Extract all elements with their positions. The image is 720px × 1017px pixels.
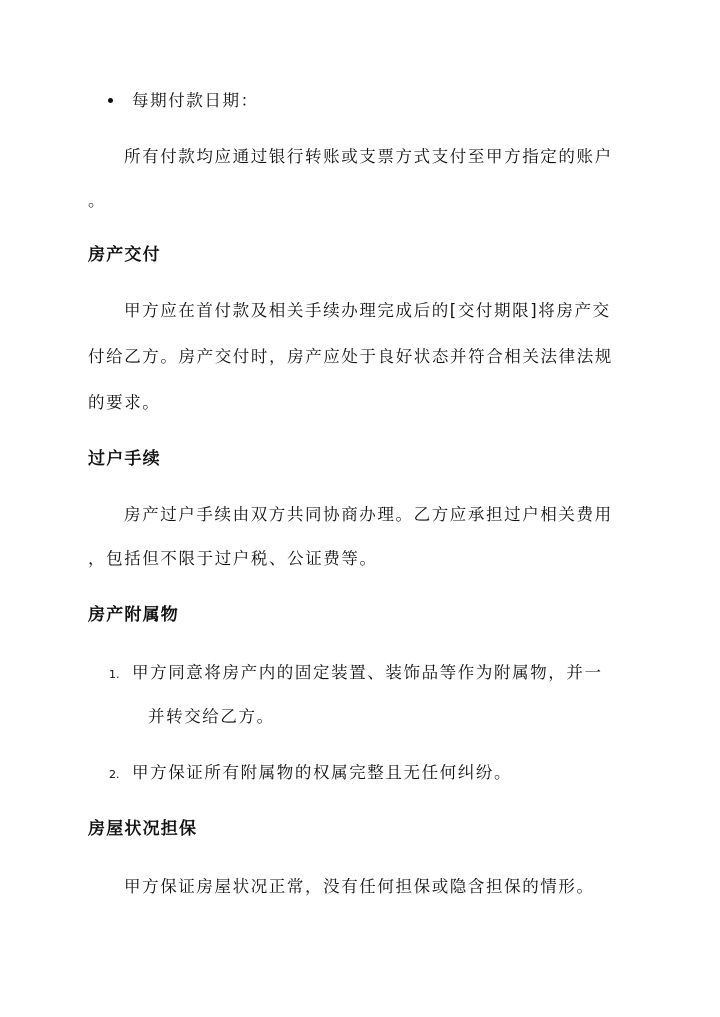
- section-heading: 房产交付: [88, 245, 161, 265]
- paragraph-line: 所有付款均应通过银行转账或支票方式支付至甲方指定的账户: [124, 147, 613, 166]
- section-heading: 过户手续: [88, 449, 161, 469]
- list-item-text: 并转交给乙方。: [148, 707, 275, 726]
- bullet-dot: [108, 98, 113, 103]
- paragraph-line: 付给乙方。房产交付时，房产应处于良好状态并符合相关法律法规: [88, 347, 613, 366]
- bullet-item-text: 每期付款日期：: [132, 91, 259, 110]
- paragraph-line: 甲方保证房屋状况正常，没有任何担保或隐含担保的情形。: [124, 877, 595, 896]
- paragraph-line: 的要求。: [88, 393, 161, 412]
- list-item-text: 甲方保证所有附属物的权属完整且无任何纠纷。: [132, 763, 513, 782]
- paragraph-line: 。: [88, 191, 107, 210]
- paragraph-line: ，包括但不限于过户税、公证费等。: [88, 549, 378, 568]
- paragraph-line: 甲方应在首付款及相关手续办理完成后的[交付期限]将房产交: [124, 301, 611, 320]
- list-item-text: 甲方同意将房产内的固定装置、装饰品等作为附属物，并一: [132, 663, 603, 682]
- section-heading: 房产附属物: [88, 605, 179, 625]
- list-number: 1.: [109, 668, 120, 681]
- paragraph-line: 房产过户手续由双方共同协商办理。乙方应承担过户相关费用: [124, 505, 613, 524]
- list-number: 2.: [109, 768, 120, 781]
- section-heading: 房屋状况担保: [88, 819, 198, 839]
